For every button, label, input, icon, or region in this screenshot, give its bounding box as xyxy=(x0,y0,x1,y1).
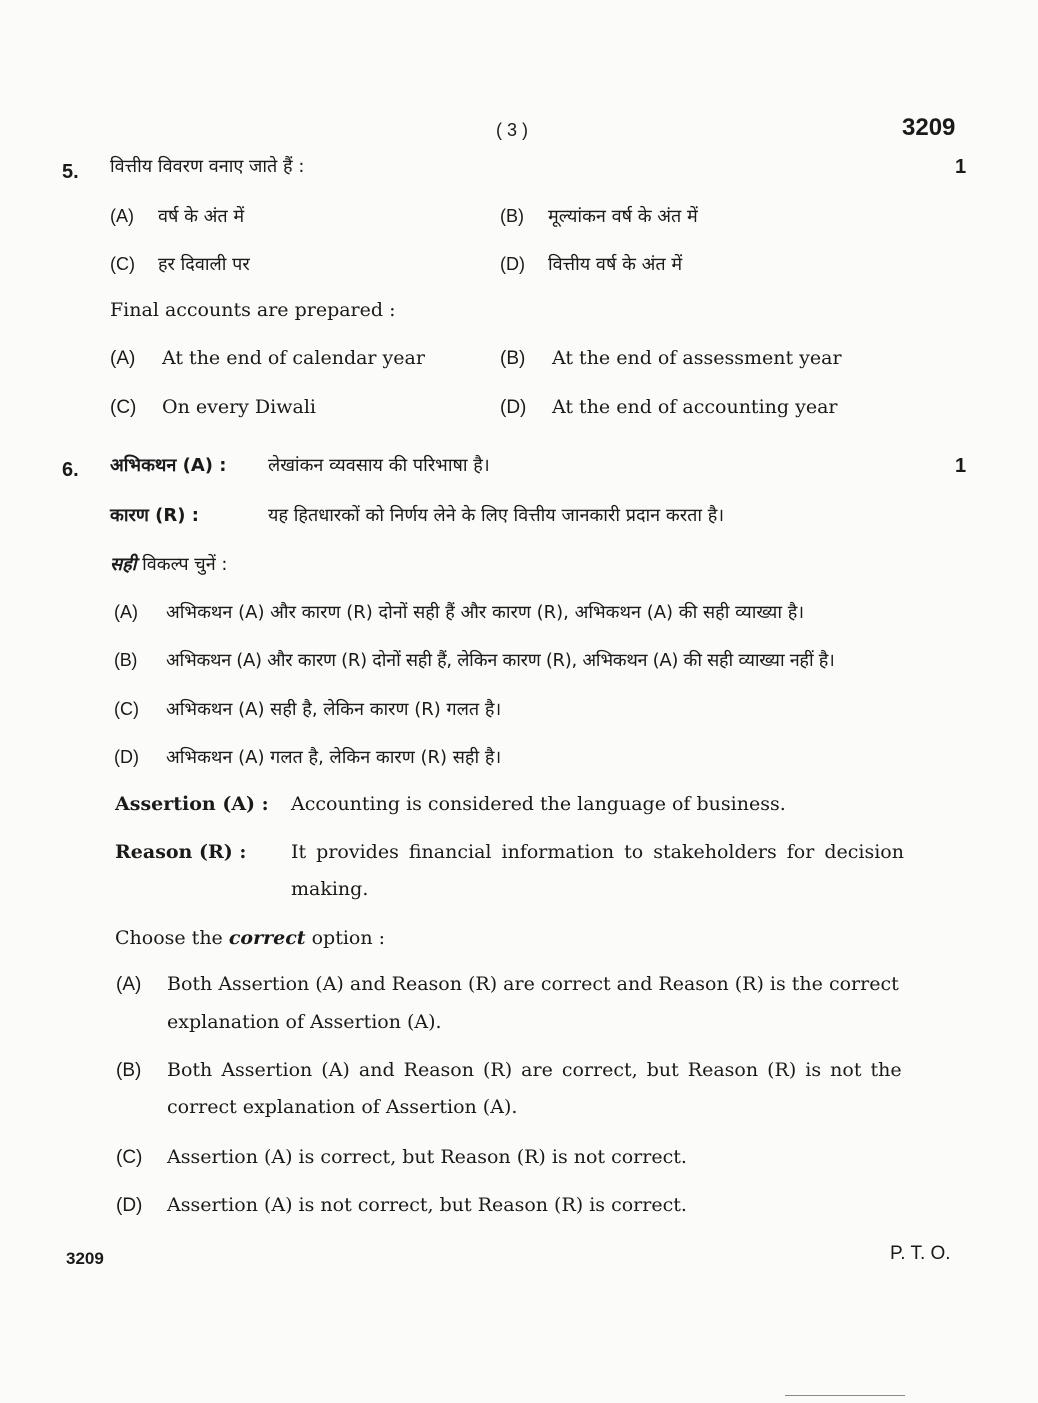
option-d-hindi xyxy=(500,252,682,277)
choose-text: option : xyxy=(305,927,386,949)
option-label: (A) xyxy=(114,602,138,622)
option-text: At the end of calendar year xyxy=(162,347,425,369)
option-text: Assertion (A) is correct, but Reason (R) is not correct. xyxy=(167,1146,687,1168)
footer-code: 3209 xyxy=(66,1249,104,1268)
reason-english-cont: making. xyxy=(291,878,369,900)
option-label: (D) xyxy=(114,747,139,767)
option-label: (A) xyxy=(116,974,142,995)
page-number: ( 3 ) xyxy=(496,120,529,140)
assertion-text: Accounting is considered the language of business. xyxy=(291,793,786,815)
assertion-english xyxy=(115,792,786,816)
option-label: (D) xyxy=(500,254,525,274)
option-b-english xyxy=(500,346,842,371)
option-text: अभिकथन (A) सही है, लेकिन कारण (R) गलत है। xyxy=(166,699,502,720)
pto: P. T. O. xyxy=(890,1243,951,1264)
option-text: अभिकथन (A) गलत है, लेकिन कारण (R) सही है। xyxy=(166,747,502,768)
assertion-text: लेखांकन व्यवसाय की परिभाषा है। xyxy=(268,455,490,476)
option-text: At the end of assessment year xyxy=(552,347,842,369)
question-number: 6. xyxy=(62,459,79,481)
option-text: वित्तीय वर्ष के अंत में xyxy=(548,254,683,275)
option-a-hindi xyxy=(114,600,804,625)
choose-hindi xyxy=(110,553,227,577)
option-label: (B) xyxy=(500,206,524,226)
emphasis: सही xyxy=(110,554,137,575)
option-text: हर दिवाली पर xyxy=(158,254,250,275)
paper-code: 3209 xyxy=(902,114,956,141)
option-label: (C) xyxy=(110,397,137,418)
option-label: (D) xyxy=(116,1195,143,1216)
option-c-english xyxy=(116,1145,687,1170)
option-label: (B) xyxy=(500,348,526,369)
option-d-english xyxy=(500,395,837,420)
option-text: अभिकथन (A) और कारण (R) दोनों सही हैं और कारण (R), अभिकथन (A) की सही व्याख्या है। xyxy=(166,602,805,623)
question-text-hindi: वित्तीय विवरण वनाए जाते हैं : xyxy=(110,156,305,177)
option-text: मूल्यांकन वर्ष के अंत में xyxy=(548,206,698,227)
option-label: (B) xyxy=(116,1060,142,1081)
reason-english xyxy=(115,840,904,864)
option-label: (D) xyxy=(500,397,527,418)
assertion-label: अभिकथन (A) : xyxy=(110,455,227,476)
reason-text: यह हितधारकों को निर्णय लेने के लिए वित्तीय जानकारी प्रदान करता है। xyxy=(268,505,725,526)
option-text: Both Assertion (A) and Reason (R) are correct, but Reason (R) is not the xyxy=(167,1059,902,1081)
option-b-hindi xyxy=(114,648,835,673)
option-b-hindi xyxy=(500,204,698,229)
option-label: (B) xyxy=(114,650,138,670)
question-text-english: Final accounts are prepared : xyxy=(110,299,396,321)
option-c-hindi xyxy=(114,697,501,722)
assertion-hindi xyxy=(110,454,490,478)
option-text: Assertion (A) is not correct, but Reason (R) is correct. xyxy=(167,1194,687,1216)
option-label: (C) xyxy=(116,1147,143,1168)
option-a-hindi xyxy=(110,204,244,229)
option-c-english xyxy=(110,395,316,420)
emphasis: correct xyxy=(228,927,306,949)
option-b-english xyxy=(116,1058,902,1083)
choose-text: विकल्प चुनें : xyxy=(136,554,228,575)
marks: 1 xyxy=(955,455,967,477)
option-label: (A) xyxy=(110,206,134,226)
assertion-label: Assertion (A) : xyxy=(115,793,269,815)
option-a-english xyxy=(110,346,425,371)
option-label: (C) xyxy=(114,699,139,719)
choose-english xyxy=(115,926,385,950)
divider xyxy=(785,1395,905,1396)
option-b-english-cont: correct explanation of Assertion (A). xyxy=(167,1096,518,1118)
reason-text: It provides financial information to stakeholders for decision xyxy=(291,841,904,863)
option-text: At the end of accounting year xyxy=(552,396,838,418)
option-text: Both Assertion (A) and Reason (R) are correct and Reason (R) is the correct xyxy=(167,973,899,995)
option-text: अभिकथन (A) और कारण (R) दोनों सही हैं, लेकिन कारण (R), अभिकथन (A) की सही व्याख्या नहीं है। xyxy=(166,650,835,671)
option-label: (A) xyxy=(110,348,136,369)
question-number: 5. xyxy=(62,161,79,183)
option-d-hindi xyxy=(114,745,501,770)
option-text: On every Diwali xyxy=(162,396,316,418)
choose-text: Choose the xyxy=(115,927,229,949)
marks: 1 xyxy=(955,156,967,178)
option-text: वर्ष के अंत में xyxy=(158,206,245,227)
option-a-english xyxy=(116,972,899,997)
option-d-english xyxy=(116,1193,687,1218)
option-label: (C) xyxy=(110,254,135,274)
option-a-english-cont: explanation of Assertion (A). xyxy=(167,1011,442,1033)
reason-label: Reason (R) : xyxy=(115,841,247,863)
reason-label: कारण (R) : xyxy=(110,505,199,526)
reason-hindi xyxy=(110,504,724,528)
option-c-hindi xyxy=(110,252,250,277)
